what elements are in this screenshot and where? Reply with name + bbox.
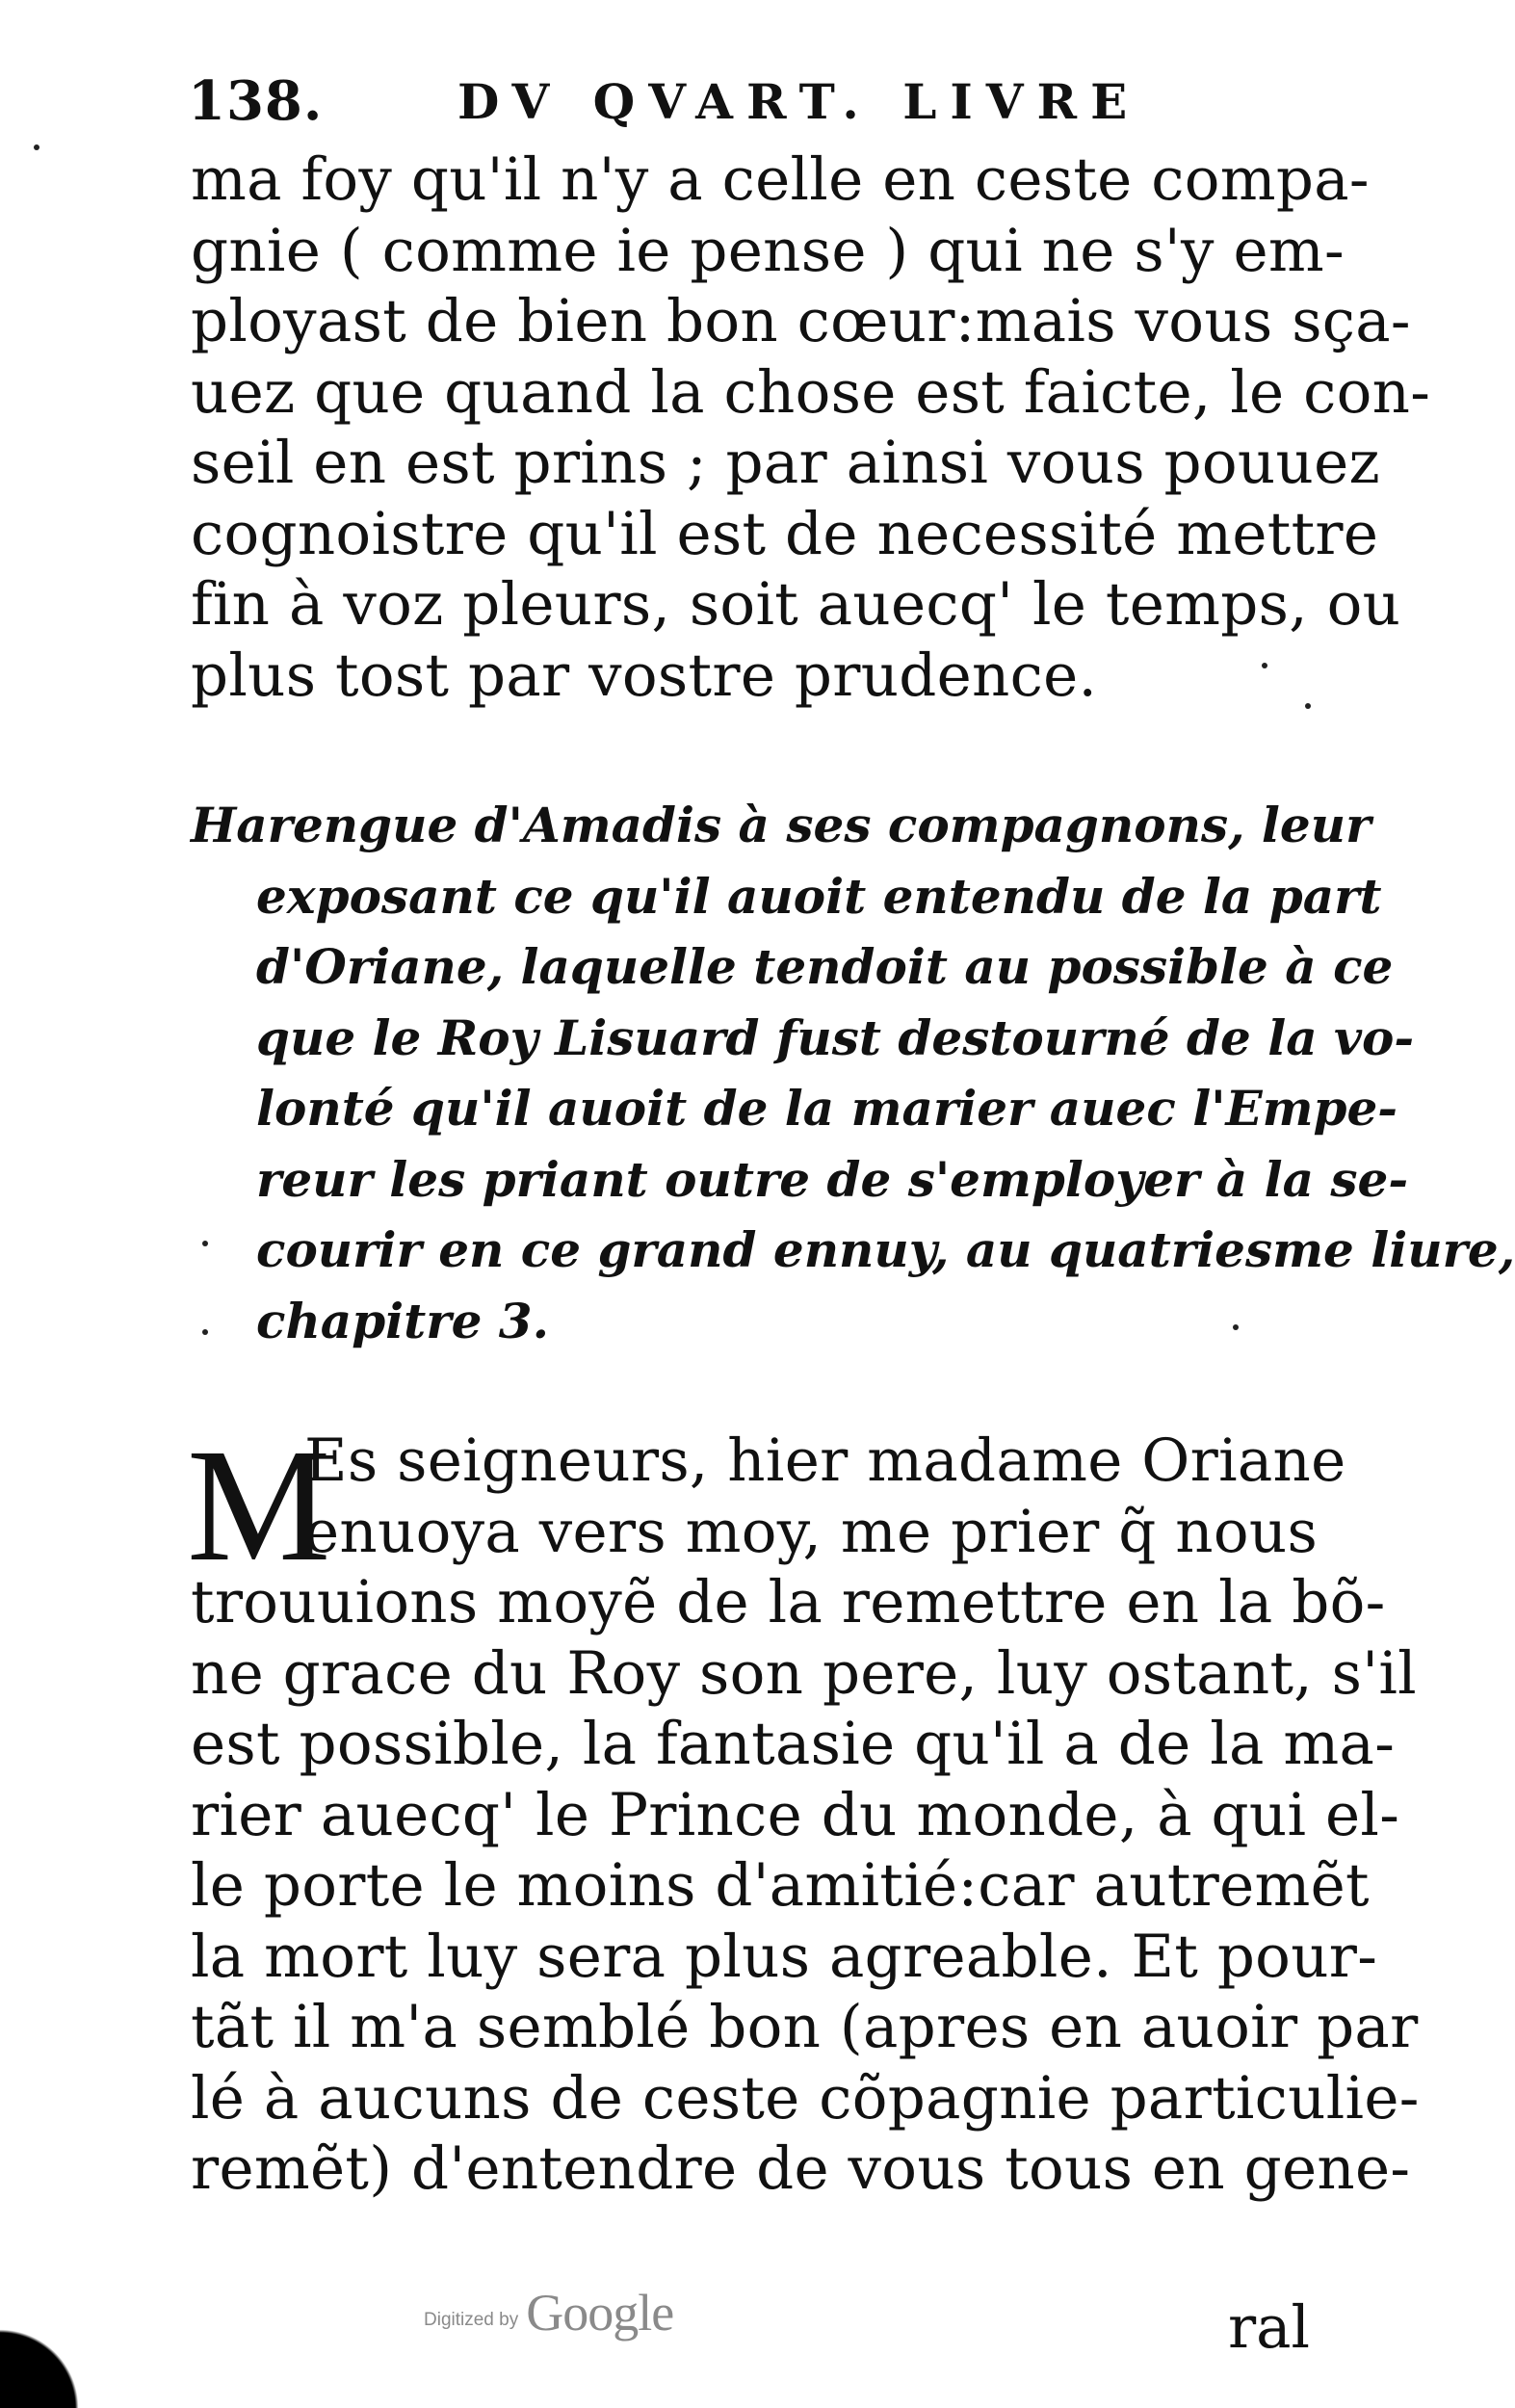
scan-speck bbox=[1305, 703, 1311, 709]
running-head bbox=[188, 69, 1305, 146]
text-line: ma foy qu'il n'y a celle en ceste compa- bbox=[191, 145, 1370, 214]
text-line: ne grace du Roy son pere, luy ostant, s'il bbox=[191, 1638, 1417, 1708]
page-number: 138. bbox=[188, 69, 324, 133]
text-line: cognoistre qu'il est de necessité mettre bbox=[191, 499, 1379, 568]
heading-line: reur les priant outre de s'employer à la se- bbox=[256, 1150, 1409, 1208]
paragraph-top bbox=[191, 144, 1431, 711]
text-line: plus tost par vostre prudence. bbox=[191, 641, 1098, 710]
heading-line: exposant ce qu'il auoit entendu de la part bbox=[256, 867, 1382, 925]
text-line: trouuions moyẽ de la remettre en la bõ- bbox=[191, 1568, 1386, 1636]
text-line: remẽt) d'entendre de vous tous en gene- bbox=[191, 2134, 1411, 2203]
scan-speck bbox=[34, 144, 39, 150]
scan-speck bbox=[1233, 1324, 1239, 1330]
watermark-prefix: Digitized by bbox=[424, 2310, 519, 2330]
running-head-title: DV QVART. LIVRE bbox=[457, 73, 1141, 130]
text-line: la mort luy sera plus agreable. Et pour- bbox=[191, 1922, 1378, 1991]
scan-speck bbox=[202, 1241, 208, 1246]
text-line: enuoya vers moy, me prier q̃ nous bbox=[304, 1497, 1319, 1566]
google-logo: Google bbox=[526, 2284, 674, 2342]
chapter-heading bbox=[191, 790, 1515, 1356]
drop-cap: M bbox=[187, 1416, 331, 1595]
text-line: le porte le moins d'amitié:car autremẽt bbox=[191, 1851, 1370, 1920]
text-line: ployast de bien bon cœur:mais vous sça- bbox=[191, 287, 1411, 355]
text-line: fin à voz pleurs, soit auecq' le temps, ou bbox=[191, 570, 1401, 639]
heading-line: courir en ce grand ennuy, au quatriesme liure, bbox=[256, 1221, 1515, 1278]
heading-line: chapitre 3. bbox=[256, 1292, 550, 1349]
text-line: est possible, la fantasie qu'il a de la ma- bbox=[191, 1710, 1396, 1778]
text-line: rier auecq' le Prince du monde, à qui el- bbox=[191, 1780, 1400, 1849]
text-line: lé à aucuns de ceste cõpagnie particulie- bbox=[191, 2063, 1420, 2133]
heading-line: que le Roy Lisuard fust destourné de la vo- bbox=[256, 1008, 1415, 1066]
heading-line: lonté qu'il auoit de la marier auec l'Empe- bbox=[256, 1080, 1398, 1137]
paragraph-main bbox=[187, 1416, 1420, 2205]
heading-line: d'Oriane, laquelle tendoit au possible à ce bbox=[256, 938, 1394, 995]
digitized-watermark bbox=[424, 2275, 673, 2343]
text-line: seil en est prins ; par ainsi vous pouuez bbox=[191, 429, 1380, 497]
scan-speck bbox=[1262, 663, 1267, 668]
text-line: gnie ( comme ie pense ) qui ne s'y em- bbox=[191, 216, 1345, 285]
catchword: ral bbox=[1227, 2293, 1310, 2362]
scan-speck bbox=[202, 1329, 208, 1335]
text-line: uez que quand la chose est faicte, le con- bbox=[191, 357, 1431, 427]
heading-line: Harengue d'Amadis à ses compagnons, leur bbox=[191, 797, 1371, 853]
text-line: Es seigneurs, hier madame Oriane bbox=[304, 1426, 1346, 1495]
scan-corner-shadow bbox=[0, 2292, 106, 2408]
text-line: tãt il m'a semblé bon (apres en auoir par bbox=[191, 1993, 1419, 2061]
